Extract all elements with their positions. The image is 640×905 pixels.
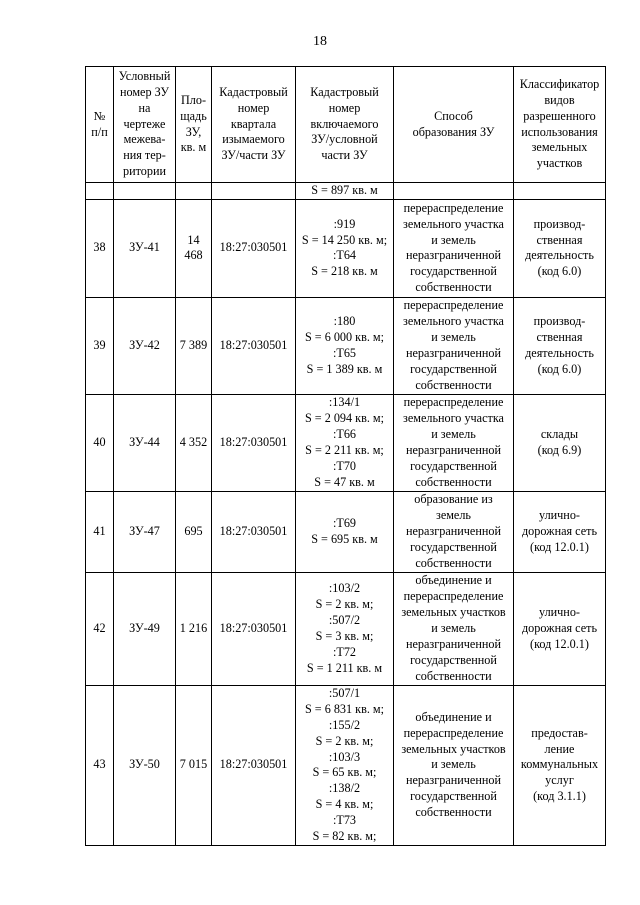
cell-line: S = 2 кв. м; (315, 733, 374, 748)
cell-line: перераспределение (403, 725, 504, 740)
cell-line: (код 3.1.1) (533, 789, 586, 804)
cell-line: S = 2 094 кв. м; (304, 411, 385, 426)
cell-line: ритории (122, 164, 166, 179)
cell-line: S = 6 831 кв. м; (304, 701, 385, 716)
cell-line: на (138, 100, 151, 115)
row-included-numbers (296, 491, 394, 572)
cell-line: производ- (533, 216, 586, 231)
row-zu-number: ЗУ-50 (114, 685, 176, 845)
row-area: 14 468 (176, 199, 212, 297)
cell-line: неразграниченной (406, 442, 501, 457)
table-row (86, 199, 606, 297)
cell-line: земель (436, 508, 471, 523)
cell-line: :180 (333, 314, 356, 329)
cell-line: S = 897 кв. м (311, 183, 378, 197)
cell-line: земельного участка (403, 314, 504, 329)
table-header-row (86, 67, 606, 183)
cell-line: кв. м (180, 140, 207, 155)
cell-line: :T64 (332, 248, 357, 263)
cell-line: земельных участков (401, 605, 506, 620)
row-num: 43 (86, 685, 114, 845)
cell-line: :919 (333, 216, 356, 231)
header-included-number (296, 67, 394, 183)
row-included-numbers (296, 572, 394, 685)
table-row (86, 297, 606, 394)
cell-line: склады (540, 427, 579, 441)
cell-line: :138/2 (328, 781, 361, 796)
row-num: 42 (86, 572, 114, 685)
cell-line: № (93, 108, 106, 123)
cell-line: и земель (431, 232, 476, 247)
cell-line: (код 6.9) (537, 442, 582, 457)
row-num: 41 (86, 491, 114, 572)
header-method (394, 67, 514, 183)
table-cell (176, 183, 212, 200)
land-plots-table (85, 66, 606, 846)
header-num (86, 67, 114, 183)
cell-line: S = 2 кв. м; (315, 597, 374, 612)
cell-line: собственности (415, 280, 492, 295)
cell-line: квартала (230, 116, 277, 131)
cell-line: услуг (545, 773, 574, 788)
cell-line: перераспределение (403, 298, 504, 313)
cell-line: номер ЗУ (119, 84, 170, 99)
row-formation-method (394, 394, 514, 491)
cell-line: использования (521, 124, 598, 139)
cell-line: неразграниченной (406, 773, 501, 788)
cell-line: ление (544, 741, 575, 756)
row-cadastral-quarter: 18:27:030501 (212, 685, 296, 845)
cell-line: S = 6 000 кв. м; (304, 330, 385, 344)
row-cadastral-quarter: 18:27:030501 (212, 572, 296, 685)
row-classifier (514, 572, 606, 685)
table-row (86, 394, 606, 491)
table-cell (212, 183, 296, 200)
row-area: 7 015 (176, 685, 212, 845)
cell-line: Классификатор (519, 76, 600, 91)
table-row (86, 491, 606, 572)
cell-line: S = 14 250 кв. м; (301, 232, 388, 247)
cell-line: разрешенного (523, 108, 596, 123)
cell-line: видов (544, 92, 575, 107)
cell-line: коммунальных (520, 757, 599, 772)
cell-line: S = 1 211 кв. м (306, 660, 383, 675)
cell-line: объединение и (415, 709, 492, 724)
table-row (86, 685, 606, 845)
cell-line: образования ЗУ (412, 124, 495, 139)
row-num: 39 (86, 297, 114, 394)
cell-line: участков (536, 156, 583, 171)
cell-line: собственности (415, 474, 492, 489)
row-area: 1 216 (176, 572, 212, 685)
cell-line: неразграниченной (406, 523, 501, 538)
row-cadastral-quarter: 18:27:030501 (212, 491, 296, 572)
table-cell (114, 183, 176, 200)
cell-line: собственности (415, 377, 492, 392)
row-classifier (514, 297, 606, 394)
cell-line: Кадастровый (219, 84, 288, 99)
cell-line: S = 2 211 кв. м; (305, 442, 384, 457)
cell-line: собственности (415, 555, 492, 570)
cell-line: (код 12.0.1) (530, 636, 589, 651)
cell-line: дорожная сеть (521, 620, 598, 635)
row-area: 695 (176, 491, 212, 572)
cell-line: S = 218 кв. м (311, 264, 378, 279)
row-area: 4 352 (176, 394, 212, 491)
cell-line: государственной (410, 361, 497, 376)
continuation-included (296, 183, 394, 200)
row-zu-number: ЗУ-49 (114, 572, 176, 685)
cell-line: земельного участка (403, 216, 504, 231)
row-zu-number: ЗУ-41 (114, 199, 176, 297)
cell-line: включаемого (310, 116, 379, 131)
cell-line: S = 65 кв. м; (312, 765, 377, 780)
cell-line: производ- (533, 314, 586, 329)
table-cell (514, 183, 606, 200)
cell-line: улично- (539, 605, 580, 620)
page-number: 18 (313, 34, 327, 49)
row-classifier (514, 685, 606, 845)
row-cadastral-quarter: 18:27:030501 (212, 199, 296, 297)
cell-line: государственной (410, 264, 497, 279)
cell-line: ЗУ, (185, 124, 202, 139)
cell-line: неразграниченной (406, 248, 501, 263)
cell-line: :T65 (332, 345, 357, 360)
cell-line: чертеже (123, 116, 166, 131)
cell-line: предостав- (531, 725, 588, 740)
continuation-row (86, 183, 606, 200)
cell-line: :103/3 (328, 749, 361, 764)
row-classifier (514, 199, 606, 297)
header-conditional-number (114, 67, 176, 183)
row-classifier (514, 491, 606, 572)
cell-line: :155/2 (328, 717, 361, 732)
row-formation-method (394, 491, 514, 572)
row-zu-number: ЗУ-47 (114, 491, 176, 572)
cell-line: земельного участка (403, 411, 504, 426)
cell-line: Условный (118, 68, 171, 83)
cell-line: деятельность (525, 248, 594, 263)
cell-line: образование из (414, 492, 493, 507)
cell-line: перераспределение (403, 395, 504, 410)
row-zu-number: ЗУ-44 (114, 394, 176, 491)
cell-line: ЗУ/части ЗУ (221, 148, 286, 163)
cell-line: Кадастровый (310, 84, 379, 99)
header-cadastral-quarter (212, 67, 296, 183)
row-included-numbers (296, 685, 394, 845)
cell-line: (код 6.0) (537, 361, 582, 376)
header-classifier (514, 67, 606, 183)
cell-line: государственной (410, 539, 497, 554)
cell-line: номер (237, 100, 270, 115)
cell-line: собственности (415, 668, 492, 683)
row-zu-number: ЗУ-42 (114, 297, 176, 394)
cell-line: и земель (431, 757, 476, 772)
cell-line: ственная (536, 232, 583, 247)
cell-line: и земель (431, 620, 476, 635)
cell-line: S = 695 кв. м (311, 531, 378, 546)
cell-line: и земель (431, 330, 476, 344)
row-formation-method (394, 572, 514, 685)
cell-line: улично- (539, 508, 580, 523)
row-area: 7 389 (176, 297, 212, 394)
cell-line: перераспределение (403, 589, 504, 604)
cell-line: государственной (410, 652, 497, 667)
cell-line: государственной (410, 458, 497, 473)
cell-line: :T69 (332, 516, 357, 530)
cell-line: (код 6.0) (537, 264, 582, 279)
row-cadastral-quarter: 18:27:030501 (212, 394, 296, 491)
cell-line: деятельность (525, 345, 594, 360)
cell-line: перераспределение (403, 200, 504, 215)
cell-line: и земель (431, 427, 476, 441)
row-formation-method (394, 297, 514, 394)
cell-line: ЗУ/условной (311, 132, 378, 147)
cell-line: (код 12.0.1) (530, 539, 589, 554)
cell-line: Способ (434, 108, 473, 123)
cell-line: Пло- (180, 92, 207, 107)
cell-line: :103/2 (328, 581, 361, 596)
cell-line: межева- (123, 132, 166, 147)
cell-line: щадь (180, 108, 207, 123)
cell-line: ственная (536, 330, 583, 344)
cell-line: п/п (91, 124, 108, 139)
row-formation-method (394, 685, 514, 845)
cell-line: S = 47 кв. м (314, 474, 375, 489)
cell-line: номер (328, 100, 361, 115)
cell-line: :T66 (332, 427, 357, 441)
table-cell (394, 183, 514, 200)
cell-line: дорожная сеть (521, 523, 598, 538)
cell-line: :507/2 (328, 613, 361, 627)
cell-line: S = 1 389 кв. м (306, 361, 383, 376)
row-included-numbers (296, 199, 394, 297)
row-cadastral-quarter: 18:27:030501 (212, 297, 296, 394)
cell-line: :T70 (332, 458, 357, 473)
cell-line: земельных участков (401, 741, 506, 756)
table-cell (86, 183, 114, 200)
row-formation-method (394, 199, 514, 297)
cell-line: :T72 (332, 644, 357, 659)
row-included-numbers (296, 394, 394, 491)
cell-line: неразграниченной (406, 636, 501, 651)
cell-line: государственной (410, 789, 497, 804)
row-num: 38 (86, 199, 114, 297)
cell-line: неразграниченной (406, 345, 501, 360)
cell-line: S = 3 кв. м; (315, 628, 374, 643)
cell-line: земельных (531, 140, 588, 155)
cell-line: S = 4 кв. м; (315, 797, 374, 812)
table-row (86, 572, 606, 685)
row-num: 40 (86, 394, 114, 491)
cell-line: :507/1 (328, 685, 361, 700)
row-classifier (514, 394, 606, 491)
cell-line: объединение и (415, 573, 492, 588)
cell-line: изымаемого (222, 132, 285, 147)
cell-line: ния тер- (123, 148, 166, 163)
row-included-numbers (296, 297, 394, 394)
cell-line: :T73 (332, 813, 357, 828)
header-area (176, 67, 212, 183)
cell-line: S = 82 кв. м; (312, 829, 377, 844)
cell-line: :134/1 (328, 395, 361, 410)
cell-line: собственности (415, 805, 492, 820)
cell-line: части ЗУ (321, 148, 368, 163)
